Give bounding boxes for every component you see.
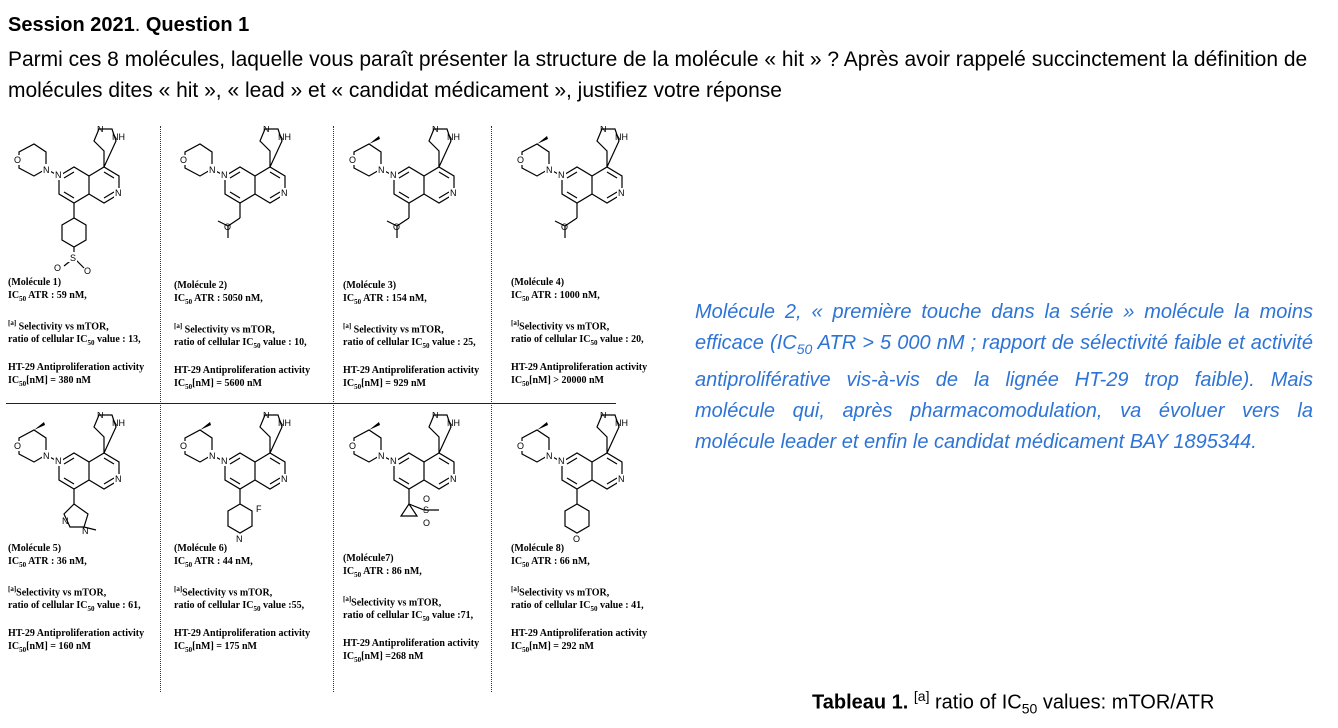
ht-sub: 50 <box>354 383 362 392</box>
atom-label: N <box>378 165 385 175</box>
atom-label: O <box>180 441 188 451</box>
ht-prefix: IC <box>511 641 523 653</box>
ht-value-text: [nM] = 160 nM <box>26 641 91 653</box>
molecule-cell <box>0 412 165 692</box>
molecule-label: (Molécule7) <box>343 553 394 564</box>
atom-label: N <box>600 412 607 420</box>
table-caption <box>812 688 1214 717</box>
ic50-atr <box>174 555 310 572</box>
ht-sub: 50 <box>19 646 27 655</box>
atom-label: N <box>432 412 439 420</box>
ic50-prefix: IC <box>8 556 20 567</box>
ic50-atr <box>343 565 479 582</box>
caption-bold: Tableau 1. <box>812 691 909 714</box>
atom-label: N <box>97 126 104 134</box>
selectivity-note: [a] <box>8 319 17 327</box>
ic50-prefix: IC <box>343 293 355 304</box>
atom-label: N <box>43 165 50 175</box>
atom-label: N <box>209 165 216 175</box>
molecule-info <box>174 279 310 394</box>
atom-label: O <box>54 263 62 273</box>
selectivity-line <box>511 317 647 333</box>
atom-label: N <box>43 451 50 461</box>
column-divider <box>333 126 334 692</box>
molecule-structure <box>507 412 657 562</box>
molecule-label: (Molécule 4) <box>511 277 565 288</box>
molecule-info <box>511 276 647 391</box>
selectivity-text: Selectivity vs mTOR, <box>16 587 107 599</box>
ratio-prefix: ratio of cellular IC <box>343 610 423 622</box>
answer-sub: 50 <box>796 341 813 357</box>
ratio-sub: 50 <box>253 605 261 614</box>
molecule-info <box>343 279 479 394</box>
ht-prefix: IC <box>8 641 20 653</box>
atom-label: N <box>97 412 104 420</box>
ic50-atr <box>8 289 144 306</box>
ratio-line <box>343 336 479 353</box>
ic50-prefix: IC <box>511 290 523 301</box>
ratio-value: value :55, <box>260 600 305 612</box>
ic50-value: ATR : 86 nM, <box>361 566 422 577</box>
answer-text <box>695 297 1313 458</box>
molecule-structure <box>170 126 320 276</box>
atom-label: N <box>115 188 122 198</box>
atom-label: O <box>349 441 357 451</box>
atom-label: O <box>393 222 401 232</box>
ht-sub: 50 <box>354 656 362 665</box>
molecule-structure <box>339 412 489 562</box>
atom-label: N <box>55 170 62 180</box>
atom-label: NH <box>278 418 291 428</box>
atom-label: N <box>558 456 565 466</box>
molecule-structure <box>4 412 154 562</box>
ic50-value: ATR : 154 nM, <box>361 293 427 304</box>
selectivity-note: [a] <box>511 319 520 327</box>
ratio-value: value : 25, <box>429 337 476 349</box>
atom-label: N <box>546 451 553 461</box>
ht29-heading: HT-29 Antiproliferation activity <box>174 365 311 377</box>
selectivity-line <box>174 583 310 599</box>
atom-label: NH <box>447 418 460 428</box>
ic50-atr <box>343 292 479 309</box>
atom-label: O <box>14 155 22 165</box>
molecule-structure <box>4 126 154 276</box>
selectivity-note: [a] <box>174 585 183 593</box>
question-label: Question 1 <box>145 14 250 36</box>
ratio-prefix: ratio of cellular IC <box>174 337 254 349</box>
atom-label: O <box>224 222 232 232</box>
ic50-sub: 50 <box>522 561 530 569</box>
ic50-sub: 50 <box>19 561 27 569</box>
atom-label: N <box>281 474 288 484</box>
ht-sub: 50 <box>522 380 530 389</box>
ht-sub: 50 <box>522 646 530 655</box>
molecule-structure <box>339 126 489 276</box>
molecule-label: (Molécule 1) <box>8 277 62 288</box>
ht29-heading: HT-29 Antiproliferation activity <box>511 362 648 374</box>
ic50-value: ATR : 66 nM, <box>529 556 590 567</box>
ratio-sub: 50 <box>422 342 430 351</box>
selectivity-line <box>343 320 479 336</box>
molecule-cell <box>335 412 500 692</box>
molecule-info <box>343 552 479 667</box>
ht-prefix: IC <box>174 378 186 390</box>
caption-pre: ratio of IC <box>929 691 1022 714</box>
molecule-label: (Molécule 3) <box>343 280 397 291</box>
atom-label: O <box>180 155 188 165</box>
atom-label: N <box>390 456 397 466</box>
atom-label: N <box>432 126 439 134</box>
ht29-value <box>8 374 144 391</box>
atom-label: N <box>236 534 243 544</box>
molecule-info <box>8 276 144 391</box>
atom-label: N <box>450 474 457 484</box>
atom-label: N <box>600 126 607 134</box>
ratio-line <box>8 599 144 616</box>
ht29-heading: HT-29 Antiproliferation activity <box>8 362 145 374</box>
atom-label: NH <box>615 132 628 142</box>
ratio-prefix: ratio of cellular IC <box>8 334 88 346</box>
ic50-sub: 50 <box>19 295 27 303</box>
atom-label: NH <box>278 132 291 142</box>
answer-part1: Molécule 2, « première touche dans la série » molécule la moins efficace (IC <box>695 301 1313 354</box>
ratio-prefix: ratio of cellular IC <box>174 600 254 612</box>
caption-footnote: [a] <box>913 688 930 704</box>
atom-label: O <box>517 441 525 451</box>
ratio-prefix: ratio of cellular IC <box>343 337 423 349</box>
ratio-sub: 50 <box>87 339 95 348</box>
ratio-sub: 50 <box>590 339 598 348</box>
atom-label: NH <box>112 418 125 428</box>
ht29-value <box>511 374 647 391</box>
ht-value-text: [nM] = 5600 nM <box>192 378 262 390</box>
atom-label: N <box>378 451 385 461</box>
ic50-atr <box>511 289 647 306</box>
caption-sub: 50 <box>1021 700 1038 717</box>
selectivity-line <box>343 593 479 609</box>
ic50-sub: 50 <box>522 295 530 303</box>
atom-label: NH <box>447 132 460 142</box>
ic50-value: ATR : 1000 nM, <box>529 290 600 301</box>
molecule-cell <box>335 126 500 406</box>
ht29-value <box>8 640 144 657</box>
ic50-prefix: IC <box>511 556 523 567</box>
molecule-info <box>174 542 310 657</box>
atom-label: N <box>209 451 216 461</box>
atom-label: N <box>546 165 553 175</box>
ht-sub: 50 <box>19 380 27 389</box>
ht-prefix: IC <box>8 375 20 387</box>
ratio-value: value : 41, <box>597 600 644 612</box>
selectivity-text: Selectivity vs mTOR, <box>182 587 273 599</box>
ratio-prefix: ratio of cellular IC <box>8 600 88 612</box>
ratio-sub: 50 <box>422 615 430 624</box>
ic50-prefix: IC <box>343 566 355 577</box>
ic50-value: ATR : 59 nM, <box>26 290 87 301</box>
selectivity-note: [a] <box>343 595 352 603</box>
molecule-cell <box>503 126 668 406</box>
selectivity-line <box>8 317 144 333</box>
ratio-value: value : 61, <box>94 600 141 612</box>
atom-label: F <box>256 504 262 514</box>
atom-label: O <box>14 441 22 451</box>
ratio-line <box>174 336 310 353</box>
caption-post: values: mTOR/ATR <box>1037 691 1215 714</box>
ht29-value <box>343 377 479 394</box>
atom-label: N <box>221 456 228 466</box>
ht-value-text: [nM] = 380 nM <box>26 375 91 387</box>
ht29-value <box>511 640 647 657</box>
ht-prefix: IC <box>511 375 523 387</box>
ic50-sub: 50 <box>185 561 193 569</box>
atom-label: N <box>281 188 288 198</box>
question-text: Parmi ces 8 molécules, laquelle vous paraît présenter la structure de la molécule « hit » ? Après avoir rappelé succinctement la définition de molécules dites « hit », « lead » et « candidat médicament », justifiez votre réponse <box>8 48 1308 102</box>
ratio-value: value : 20, <box>597 334 644 346</box>
selectivity-note: [a] <box>343 322 352 330</box>
molecule-cell <box>0 126 165 406</box>
ratio-value: value : 13, <box>94 334 141 346</box>
ratio-line <box>174 599 310 616</box>
selectivity-line <box>174 320 310 336</box>
atom-label: N <box>62 516 69 526</box>
ht-prefix: IC <box>174 641 186 653</box>
molecule-structure <box>507 126 657 276</box>
ic50-sub: 50 <box>354 298 362 306</box>
atom-label: S <box>70 253 77 263</box>
molecule-label: (Molécule 2) <box>174 280 228 291</box>
ht-prefix: IC <box>343 651 355 663</box>
ic50-atr <box>511 555 647 572</box>
ratio-sub: 50 <box>253 342 261 351</box>
ic50-sub: 50 <box>354 571 362 579</box>
selectivity-note: [a] <box>174 322 183 330</box>
ic50-atr <box>8 555 144 572</box>
atom-label: N <box>82 526 89 536</box>
ht29-heading: HT-29 Antiproliferation activity <box>511 628 648 640</box>
molecule-label: (Molécule 6) <box>174 543 228 554</box>
atom-label: O <box>561 222 569 232</box>
atom-label: S <box>423 505 430 515</box>
title-separator: . <box>134 14 146 36</box>
ic50-sub: 50 <box>185 298 193 306</box>
ht29-heading: HT-29 Antiproliferation activity <box>343 365 480 377</box>
ht29-heading: HT-29 Antiproliferation activity <box>8 628 145 640</box>
session-label: Session 2021 <box>8 14 135 36</box>
molecule-label: (Molécule 8) <box>511 543 565 554</box>
ratio-line <box>511 599 647 616</box>
atom-label: N <box>55 456 62 466</box>
ratio-value: value : 10, <box>260 337 307 349</box>
atom-label: N <box>450 188 457 198</box>
selectivity-text: Selectivity vs mTOR, <box>351 324 444 336</box>
atom-label: O <box>423 518 431 528</box>
ic50-prefix: IC <box>174 556 186 567</box>
atom-label: N <box>618 474 625 484</box>
ratio-line <box>343 609 479 626</box>
atom-label: O <box>573 534 581 544</box>
page-title <box>8 14 249 37</box>
atom-label: O <box>349 155 357 165</box>
atom-label: O <box>84 266 92 276</box>
molecule-table <box>0 126 670 692</box>
selectivity-text: Selectivity vs mTOR, <box>16 321 109 333</box>
ic50-value: ATR : 5050 nM, <box>192 293 263 304</box>
ht-sub: 50 <box>185 646 193 655</box>
molecule-structure <box>170 412 320 562</box>
molecule-label: (Molécule 5) <box>8 543 62 554</box>
atom-label: NH <box>112 132 125 142</box>
atom-label: N <box>263 412 270 420</box>
molecule-cell <box>166 126 331 406</box>
selectivity-note: [a] <box>511 585 520 593</box>
atom-label: N <box>618 188 625 198</box>
ht-prefix: IC <box>343 378 355 390</box>
atom-label: O <box>423 494 431 504</box>
atom-label: O <box>517 155 525 165</box>
selectivity-note: [a] <box>8 585 17 593</box>
selectivity-text: Selectivity vs mTOR, <box>351 597 442 609</box>
selectivity-text: Selectivity vs mTOR, <box>519 321 610 333</box>
ic50-atr <box>174 292 310 309</box>
ratio-sub: 50 <box>87 605 95 614</box>
ratio-line <box>511 333 647 350</box>
molecule-info <box>511 542 647 657</box>
molecule-cell <box>166 412 331 692</box>
ht29-value <box>174 377 310 394</box>
ratio-sub: 50 <box>590 605 598 614</box>
selectivity-text: Selectivity vs mTOR, <box>519 587 610 599</box>
ratio-prefix: ratio of cellular IC <box>511 334 591 346</box>
ht29-value <box>174 640 310 657</box>
ht-value-text: [nM] = 292 nM <box>529 641 594 653</box>
selectivity-line <box>511 583 647 599</box>
ht-value-text: [nM] = 175 nM <box>192 641 257 653</box>
ic50-value: ATR : 44 nM, <box>192 556 253 567</box>
atom-label: N <box>263 126 270 134</box>
atom-label: N <box>221 170 228 180</box>
molecule-cell <box>503 412 668 692</box>
molecule-info <box>8 542 144 657</box>
ic50-value: ATR : 36 nM, <box>26 556 87 567</box>
ht29-value <box>343 650 479 667</box>
atom-label: N <box>115 474 122 484</box>
ht-value-text: [nM] =268 nM <box>361 651 424 663</box>
ratio-value: value :71, <box>429 610 474 622</box>
ht-value-text: [nM] > 20000 nM <box>529 375 604 387</box>
ht29-heading: HT-29 Antiproliferation activity <box>174 628 311 640</box>
atom-label: N <box>558 170 565 180</box>
atom-label: N <box>390 170 397 180</box>
ht-value-text: [nM] = 929 nM <box>361 378 426 390</box>
ic50-prefix: IC <box>174 293 186 304</box>
atom-label: NH <box>615 418 628 428</box>
answer-part2: ATR > 5 000 nM ; rapport de sélectivité faible et activité antiproliférative vis-à-vis de la lignée HT-29 trop faible). Mais molécule qui, après pharmacomodulation, va évoluer vers la molécule leader et enfin le candidat médicament BAY 1895344. <box>695 332 1313 453</box>
ratio-line <box>8 333 144 350</box>
ht-sub: 50 <box>185 383 193 392</box>
ratio-prefix: ratio of cellular IC <box>511 600 591 612</box>
selectivity-line <box>8 583 144 599</box>
ic50-prefix: IC <box>8 290 20 301</box>
ht29-heading: HT-29 Antiproliferation activity <box>343 638 480 650</box>
selectivity-text: Selectivity vs mTOR, <box>182 324 275 336</box>
